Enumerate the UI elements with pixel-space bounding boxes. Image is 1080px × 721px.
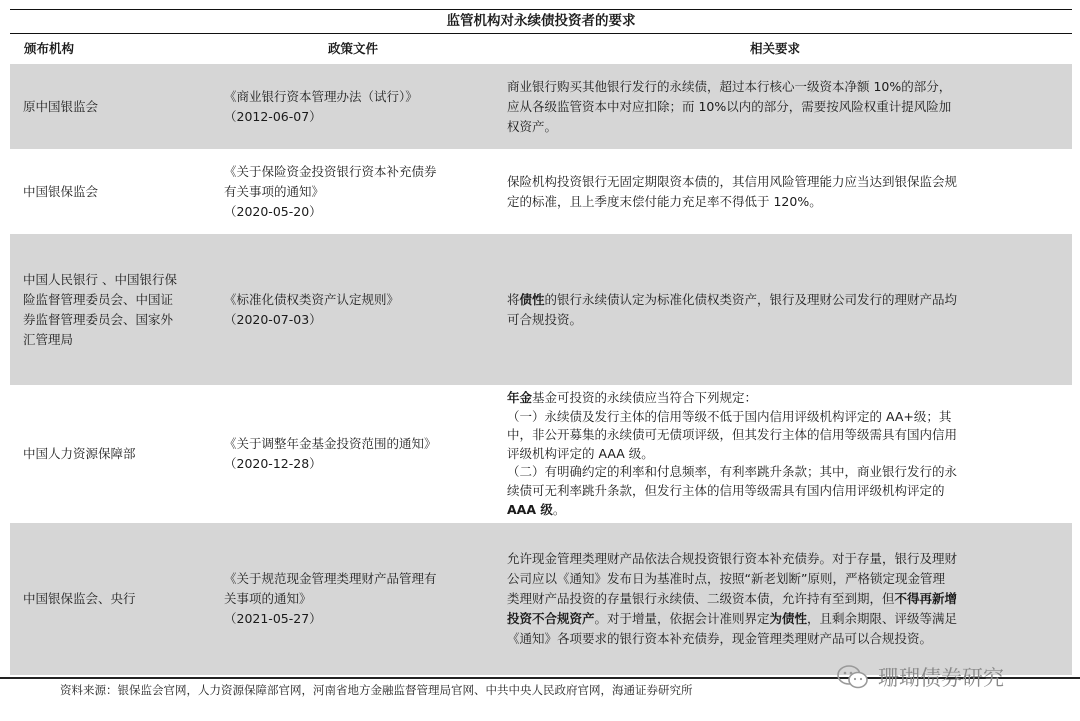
row-req xyxy=(507,389,1059,519)
table-row xyxy=(10,523,1072,675)
table-row xyxy=(10,151,1072,232)
row-org: 中国银保监会 xyxy=(23,183,99,199)
req-line: 《通知》各项要求的银行资本补充债券，现金管理类理财产品可以合规投资。 xyxy=(507,631,933,646)
req-line: 将债性的银行永续债认定为标准化债权类资产，银行及理财公司发行的理财产品均 xyxy=(507,291,958,307)
req-line: 权资产。 xyxy=(507,118,558,134)
req-line: 公司应以《通知》发布日为基准时点，按照“新老划断”原则，严格锁定现金管理 xyxy=(507,571,945,586)
header-org: 颁布机构 xyxy=(24,41,75,56)
row-doc: 《关于保险资金投资银行资本补充债券 有关事项的通知》 （2020-05-20） xyxy=(224,163,437,219)
req-line: 续债可无利率跳升条款，但发行主体的信用等级需具有国内信用评级机构评定的 xyxy=(507,482,945,498)
watermark xyxy=(836,660,1004,694)
req-line: 商业银行购买其他银行发行的永续债，超过本行核心一级资本净额 10%的部分， xyxy=(507,78,952,94)
req-line: 应从各级监管资本中对应扣除；而 10%以内的部分，需要按风险权重计提风险加 xyxy=(507,98,952,114)
req-line: 投资不合规资产。对于增量，依据会计准则界定为债性，且剩余期限、评级等满足 xyxy=(507,611,958,626)
table-title: 监管机构对永续债投资者的要求 xyxy=(10,9,1072,34)
wechat-icon xyxy=(836,663,870,691)
req-line: 中，非公开募集的永续债可无债项评级，但其发行主体的信用等级需具有国内信用 xyxy=(507,427,958,443)
req-line: 定的标准，且上季度末偿付能力充足率不得低于 120%。 xyxy=(507,193,822,209)
row-req xyxy=(507,172,1059,212)
req-line: 可合规投资。 xyxy=(507,311,583,327)
row-doc: 《关于调整年金基金投资范围的通知》 （2020-12-28） xyxy=(224,436,437,471)
header-req: 相关要求 xyxy=(750,41,801,56)
source-note: 资料来源：银保监会官网，人力资源保障部官网，河南省地方金融监督管理局官网、中共中央人民政府官网，海通证券研究所 xyxy=(60,683,693,697)
req-line: （二）有明确约定的利率和付息频率，有利率跳升条款；其中，商业银行发行的永 xyxy=(507,464,958,480)
row-doc: 《商业银行资本管理办法（试行）》 （2012-06-07） xyxy=(224,88,418,124)
row-doc: 《关于规范现金管理类理财产品管理有 关事项的通知》 （2021-05-27） xyxy=(224,571,437,626)
row-org: 中国银保监会、央行 xyxy=(23,591,136,606)
row-req xyxy=(507,549,1059,649)
table-row xyxy=(10,387,1072,521)
header-doc: 政策文件 xyxy=(328,41,379,56)
row-org: 中国人民银行 、中国银行保 险监督管理委员会、中国证 券监督管理委员会、国家外 汇管理局 xyxy=(23,271,177,347)
row-req xyxy=(507,77,1059,137)
row-org: 原中国银监会 xyxy=(23,98,99,114)
req-line: 年金基金可投资的永续债应当符合下列规定： xyxy=(507,389,758,405)
req-line: 类理财产品投资的存量银行永续债、二级资本债，允许持有至到期，但不得再新增 xyxy=(507,591,958,606)
table-header xyxy=(10,36,1072,61)
req-line: 允许现金管理类理财产品依法合规投资银行资本补充债券。对于存量，银行及理财 xyxy=(507,551,958,566)
watermark-text: 珊瑚债券研究 xyxy=(878,666,1004,690)
req-line: 保险机构投资银行无固定期限资本债的，其信用风险管理能力应当达到银保监会规 xyxy=(507,173,958,189)
table-row xyxy=(10,234,1072,385)
row-doc: 《标准化债权类资产认定规则》 （2020-07-03） xyxy=(224,291,400,327)
row-req xyxy=(507,290,1059,330)
row-org: 中国人力资源保障部 xyxy=(23,446,136,461)
req-line: AAA 级。 xyxy=(507,501,566,517)
table-row xyxy=(10,64,1072,149)
req-line: 评级机构评定的 AAA 级。 xyxy=(507,445,654,461)
req-line: （一）永续债及发行主体的信用等级不低于国内信用评级机构评定的 AA+级；其 xyxy=(507,408,952,424)
